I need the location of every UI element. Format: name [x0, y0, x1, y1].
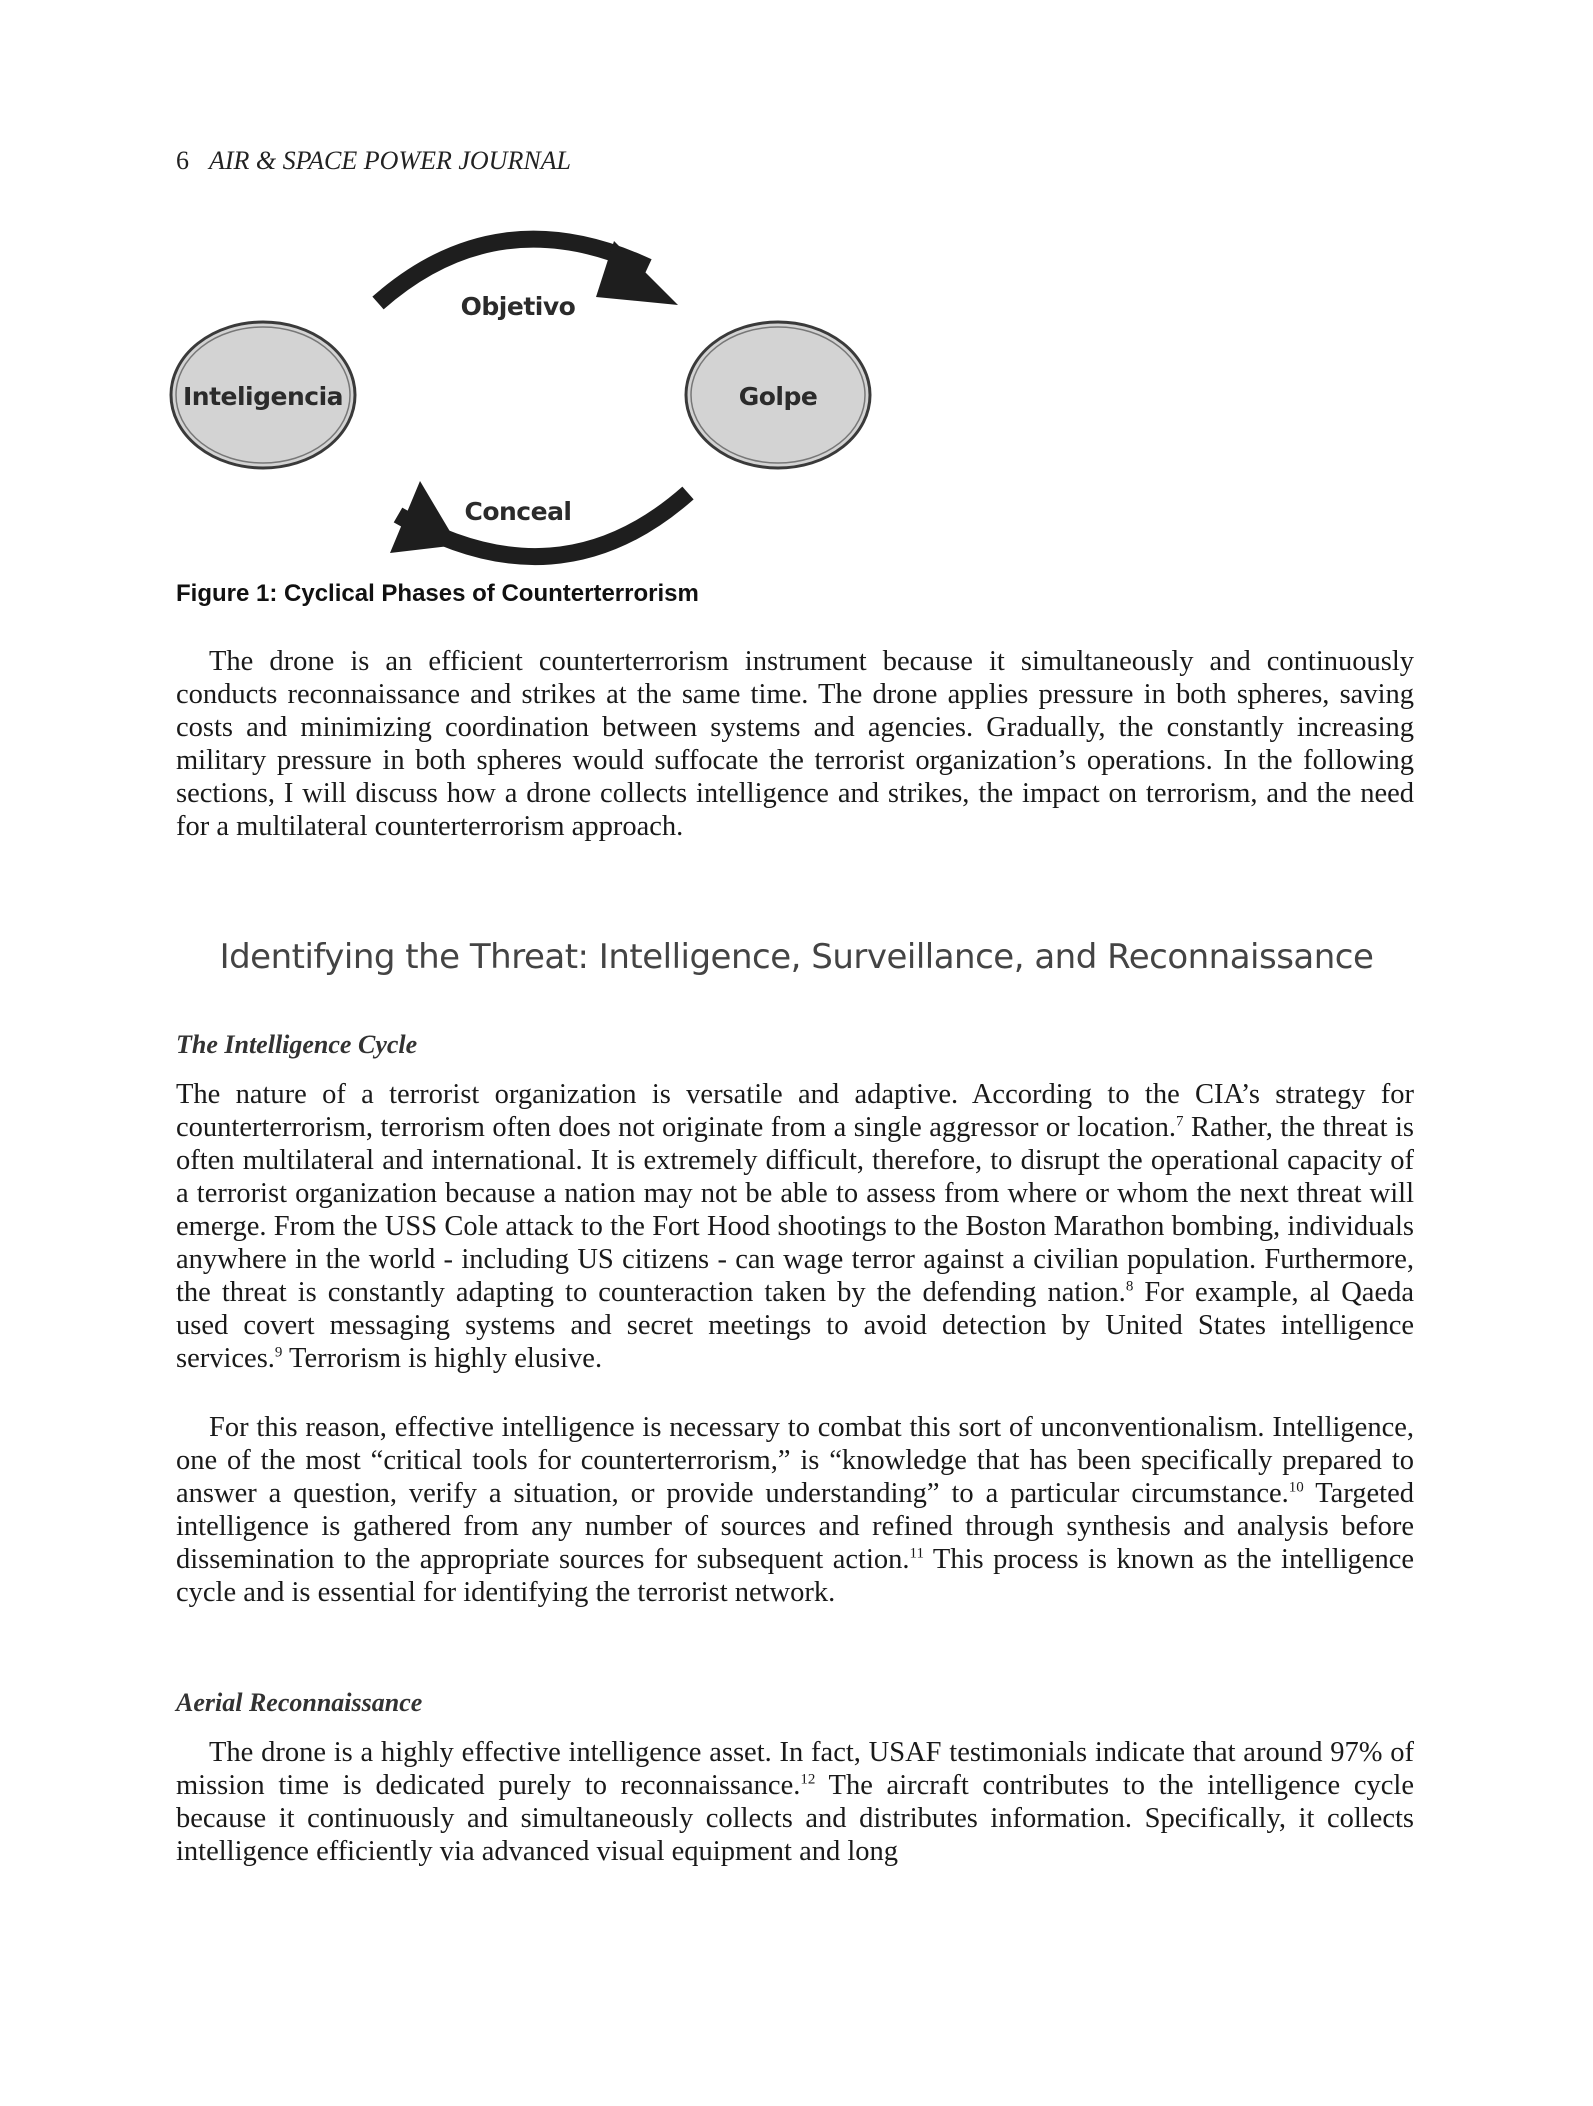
footnote-ref: 11 — [909, 1545, 924, 1562]
figure-cycle-diagram — [168, 215, 928, 590]
page-number: 6 — [176, 146, 189, 175]
paragraph-intelligence-cycle-1 — [176, 1078, 1414, 1375]
footnote-ref: 7 — [1176, 1113, 1184, 1130]
journal-title: AIR & SPACE POWER JOURNAL — [209, 146, 572, 175]
paragraph-text: The aircraft contributes to the intelligence cycle because it continuously and simultaneously collects and distributes information. Specifically, it collects intelligence efficiently via advanced visual equipment and long — [176, 1770, 1414, 1867]
paragraph-text: The drone is a highly effective intelligence asset. In fact, USAF testimonials indicate that around 97% of mission time is dedicated purely to reconnaissance. — [176, 1737, 1414, 1801]
node-inteligencia — [171, 322, 355, 468]
paragraph-text: This process is known as the intelligence cycle and is essential for identifying the terrorist network. — [176, 1544, 1414, 1608]
paragraph-aerial-reconnaissance — [176, 1736, 1414, 1868]
node-golpe — [686, 322, 870, 468]
top-arrow-label: Objetivo — [460, 292, 576, 321]
subsection-title-aerial-reconnaissance: Aerial Reconnaissance — [176, 1688, 423, 1717]
intro-paragraph: The drone is an efficient counterterrorism instrument because it simultaneously and continuously conducts reconnaissance and strikes at the same time. The drone applies pressure in both spheres, saving costs and minimizing coordination between systems and agencies. Gradually, the constantly increasing military pressure in both spheres would suffocate the terrorist organization’s operations. In the following sections, I will discuss how a drone collects intelligence and strikes, the impact on terrorism, and the need for a multilateral counterterrorism approach. — [176, 646, 1414, 842]
paragraph-text: For this reason, effective intelligence is necessary to combat this sort of unconventionalism. Intelligence, one of the most “critical tools for counterterrorism,” is “knowledge that has been specifically prepared to answer a question, verify a situation, or provide understanding” to a particular circumstance. — [176, 1412, 1414, 1509]
node-golpe-label: Golpe — [738, 382, 818, 411]
node-inteligencia-label: Inteligencia — [182, 382, 344, 411]
paragraph-text: Targeted intelligence is gathered from any number of sources and refined through synthesis and analysis before dissemination to the appropriate sources for subsequent action. — [176, 1478, 1414, 1575]
section-heading: Identifying the Threat: Intelligence, Surveillance, and Reconnaissance — [219, 937, 1374, 977]
bottom-arrow-label: Conceal — [464, 497, 572, 526]
paragraph-text: Terrorism is highly elusive. — [282, 1343, 603, 1374]
figure-caption: Figure 1: Cyclical Phases of Counterterrorism — [176, 580, 699, 607]
footnote-ref: 10 — [1288, 1479, 1304, 1496]
footnote-ref: 12 — [800, 1771, 816, 1788]
footnote-ref: 8 — [1125, 1278, 1134, 1295]
subsection-title-intelligence-cycle: The Intelligence Cycle — [176, 1030, 418, 1059]
paragraph-intelligence-cycle-2 — [176, 1411, 1414, 1609]
footnote-ref: 9 — [274, 1344, 283, 1361]
paragraph-text: Rather, the threat is often multilateral and international. It is extremely difficult, therefore, to disrupt the operational capacity of a terrorist organization because a nation may not be able to assess from where or whom the next threat will emerge. From the USS Cole attack to the Fort Hood shootings to the Boston Marathon bombing, individuals anywhere in the world - including US citizens - can wage terror against a civilian population. Furthermore, the threat is constantly adapting to counteraction taken by the defending nation. — [176, 1112, 1414, 1308]
paragraph-text: For example, al Qaeda used covert messaging systems and secret meetings to avoid detection by United States intelligence services. — [176, 1277, 1414, 1374]
paragraph-text: The nature of a terrorist organization is versatile and adaptive. According to the CIA’s strategy for counterterrorism, terrorism often does not originate from a single aggressor or location. — [176, 1079, 1414, 1143]
running-header — [176, 146, 571, 176]
